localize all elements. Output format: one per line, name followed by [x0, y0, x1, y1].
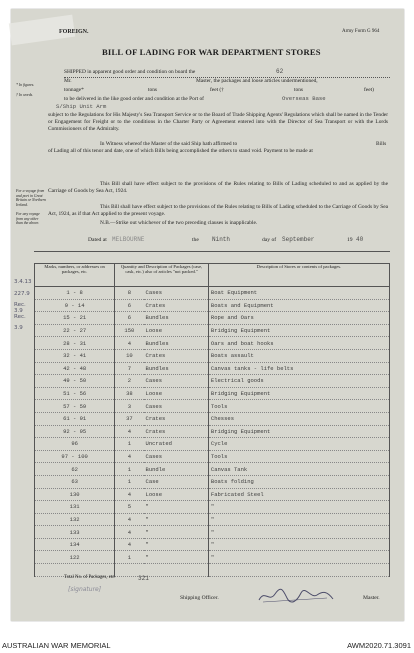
row-marks: 97 - 100 — [35, 450, 115, 463]
row-package: Crates — [144, 412, 209, 425]
row-marks: 28 - 31 — [35, 337, 115, 350]
row-marks: 57 - 59 — [35, 400, 115, 413]
table-row — [35, 463, 390, 476]
row-quantity: 37 — [115, 412, 144, 425]
row-marks: 62 — [35, 463, 115, 476]
row-package: Cases — [144, 287, 209, 300]
row-contents: Canvas tanks - life belts — [208, 362, 389, 375]
row-package: Bundle — [144, 463, 209, 476]
row-marks: 132 — [35, 513, 115, 526]
margin-notes: 3.4.13 227.9 Rec. 3.9 Rec. 3.9 — [14, 279, 32, 332]
row-quantity: 5 — [115, 501, 144, 514]
row-quantity: 4 — [115, 538, 144, 551]
total-label: Total No. of Packages, etc. — [64, 575, 116, 580]
row-contents: Boat Equipment — [208, 287, 389, 300]
row-quantity: 4 — [115, 450, 144, 463]
row-contents: " — [208, 501, 389, 514]
row-marks: 134 — [35, 538, 115, 551]
row-package: Cases — [144, 400, 209, 413]
col-description: Description of Stores or contents of packages. — [208, 264, 389, 287]
row-marks: 96 — [35, 438, 115, 451]
row-quantity: 150 — [115, 324, 144, 337]
row-quantity: 10 — [115, 349, 144, 362]
row-quantity: 6 — [115, 312, 144, 325]
side-note-voyage-other: For any voyage from any other than the above. — [16, 212, 40, 225]
row-marks: 131 — [35, 501, 115, 514]
row-package: " — [144, 501, 209, 514]
row-package: Bundles — [144, 362, 209, 375]
table-row — [35, 362, 390, 375]
row-quantity: 4 — [115, 526, 144, 539]
table-row — [35, 387, 390, 400]
row-contents: Boats assault — [208, 349, 389, 362]
table-row — [35, 425, 390, 438]
row-package: Crates — [144, 425, 209, 438]
table-row — [35, 412, 390, 425]
row-contents: Bridging Equipment — [208, 425, 389, 438]
table-row — [35, 501, 390, 514]
row-quantity: 3 — [115, 400, 144, 413]
nb-text: N.B.—Strike out whichever of the two preceding clauses is inapplicable. — [100, 220, 258, 226]
row-marks: 92 - 95 — [35, 425, 115, 438]
row-contents: " — [208, 538, 389, 551]
officer-signature: [signature] — [68, 586, 102, 593]
row-package: " — [144, 538, 209, 551]
table-row — [35, 337, 390, 350]
row-package: " — [144, 526, 209, 539]
row-quantity: 8 — [115, 287, 144, 300]
row-contents: Canvas Tank — [208, 463, 389, 476]
row-marks: 32 - 41 — [35, 349, 115, 362]
row-package: Crates — [144, 349, 209, 362]
row-package: Loose — [144, 488, 209, 501]
row-quantity: 1 — [115, 475, 144, 488]
master-text: Master, the packages and loose articles undermentioned, — [196, 78, 318, 84]
filled-year: 40 — [356, 236, 364, 243]
row-quantity: 1 — [115, 551, 144, 564]
caption-bar — [0, 639, 414, 653]
row-quantity: 1 — [115, 438, 144, 451]
filled-port: Overseas Base — [282, 95, 326, 102]
row-package: " — [144, 513, 209, 526]
row-package: Crates — [144, 299, 209, 312]
row-package: Loose — [144, 387, 209, 400]
row-package: Cases — [144, 375, 209, 388]
filled-ship: S/Ship Unit Arm — [56, 103, 107, 110]
row-contents: " — [208, 513, 389, 526]
row-contents: Tools — [208, 400, 389, 413]
table-row — [35, 538, 390, 551]
row-contents: Rope and Oars — [208, 312, 389, 325]
filled-day: Ninth — [212, 236, 231, 243]
total-value: 321 — [138, 575, 149, 582]
bill-clause-2: This Bill shall have effect subject to the provisions of the Rules relating to Bills of Lading scheduled to the Carriage of Goods by Sea Act, 1924, as if that Act applied to the present voyage. — [48, 204, 388, 217]
row-contents: Boats folding — [208, 475, 389, 488]
row-marks: 51 - 56 — [35, 387, 115, 400]
row-quantity: 4 — [115, 337, 144, 350]
row-contents: Electrical goods — [208, 375, 389, 388]
stores-table — [34, 263, 390, 577]
row-package: " — [144, 551, 209, 564]
row-quantity: 1 — [115, 463, 144, 476]
row-package: Case — [144, 475, 209, 488]
table-row — [35, 551, 390, 564]
filled-place: MELBOURNE — [112, 236, 145, 243]
row-marks: 49 - 50 — [35, 375, 115, 388]
caption-left: AUSTRALIAN WAR MEMORIAL — [2, 641, 111, 650]
table-row — [35, 375, 390, 388]
row-quantity: 7 — [115, 362, 144, 375]
row-quantity: 2 — [115, 375, 144, 388]
witness-text: In Witness whereof the Master of the said Ship hath affirmed to — [100, 141, 238, 147]
col-marks: Marks, numbers, or addresses on packages, etc. — [35, 264, 115, 287]
row-contents: Oars and boat hooks — [208, 337, 389, 350]
foreign-label: FOREIGN. — [59, 29, 89, 35]
table-row — [35, 526, 390, 539]
row-marks: 1 - 8 — [35, 287, 115, 300]
row-marks: 22 - 27 — [35, 324, 115, 337]
row-package: Uncrated — [144, 438, 209, 451]
row-marks: 122 — [35, 551, 115, 564]
row-quantity: 4 — [115, 425, 144, 438]
subject-paragraph: subject to the Regulations for His Majesty's Sea Transport Service or to the Board of Trade Shipping Agents' Regulations which shall be named in the Tender or Engagement for Freight or to the conditions in the Charter Party or Agreement entered into with the Director of Sea Transport or with the Lords Commissioners of the Admiralty. — [48, 112, 388, 132]
table-row — [35, 450, 390, 463]
row-quantity: 6 — [115, 299, 144, 312]
table-row — [35, 475, 390, 488]
table-row — [35, 287, 390, 300]
row-contents: " — [208, 551, 389, 564]
row-package: Bundles — [144, 312, 209, 325]
table-row — [35, 312, 390, 325]
row-marks: 130 — [35, 488, 115, 501]
form-number: Army Form G 964 — [342, 29, 380, 34]
master-signature — [257, 587, 335, 607]
row-marks: 9 - 14 — [35, 299, 115, 312]
master-label: Master. — [363, 595, 380, 601]
row-contents: Bridging Equipment — [208, 324, 389, 337]
filled-month: September — [282, 236, 315, 243]
row-quantity: 4 — [115, 488, 144, 501]
delivered-text: to be delivered in the like good order and condition at the Port of — [64, 96, 204, 102]
row-contents: " — [208, 526, 389, 539]
row-marks: 42 - 48 — [35, 362, 115, 375]
bill-clause-1: This Bill shall have effect subject to the provisions of the Rules relating to Bills of Lading scheduled to and as applied by the Carriage of Goods by Sea Act, 1924. — [48, 181, 388, 194]
row-contents: Fabricated Steel — [208, 488, 389, 501]
table-row — [35, 513, 390, 526]
row-quantity: 4 — [115, 513, 144, 526]
shipped-text: SHIPPED in apparent good order and condition on board the — [64, 69, 196, 75]
side-note-figures: * In figures. — [16, 83, 35, 87]
row-contents: Bridging Equipment — [208, 387, 389, 400]
caption-right: AWM2020.71.3091 — [347, 641, 411, 650]
row-marks: 133 — [35, 526, 115, 539]
row-contents: Cycle — [208, 438, 389, 451]
row-contents: Boats and Equipment — [208, 299, 389, 312]
col-quantity: Quantity and Description of Packages (case, cask, etc.) also of articles "not packed." — [115, 264, 209, 287]
row-marks: 61 - 91 — [35, 412, 115, 425]
side-note-words: † In words. — [16, 93, 34, 97]
row-quantity: 38 — [115, 387, 144, 400]
shipping-officer-label: Shipping Officer. — [180, 595, 219, 601]
table-row — [35, 438, 390, 451]
row-marks: 15 - 21 — [35, 312, 115, 325]
table-row — [35, 400, 390, 413]
side-note-voyage-from: For a voyage from and port in Great Britain or Northern Ireland. — [16, 189, 46, 207]
signature-scrawl — [257, 587, 335, 605]
row-marks: 63 — [35, 475, 115, 488]
table-row — [35, 299, 390, 312]
table-row — [35, 488, 390, 501]
row-contents: Tools — [208, 450, 389, 463]
row-package: Bundles — [144, 337, 209, 350]
filled-number: 62 — [276, 68, 284, 75]
row-package: Loose — [144, 324, 209, 337]
row-contents: Chesses — [208, 412, 389, 425]
row-package: Cases — [144, 450, 209, 463]
witness-paragraph: of Lading all of this tenor and date, one of which Bills being accomplished the others to stand void. Payment to be made at — [48, 148, 313, 154]
document-title: BILL OF LADING FOR WAR DEPARTMENT STORES — [102, 47, 321, 57]
table-row — [35, 324, 390, 337]
table-row — [35, 349, 390, 362]
